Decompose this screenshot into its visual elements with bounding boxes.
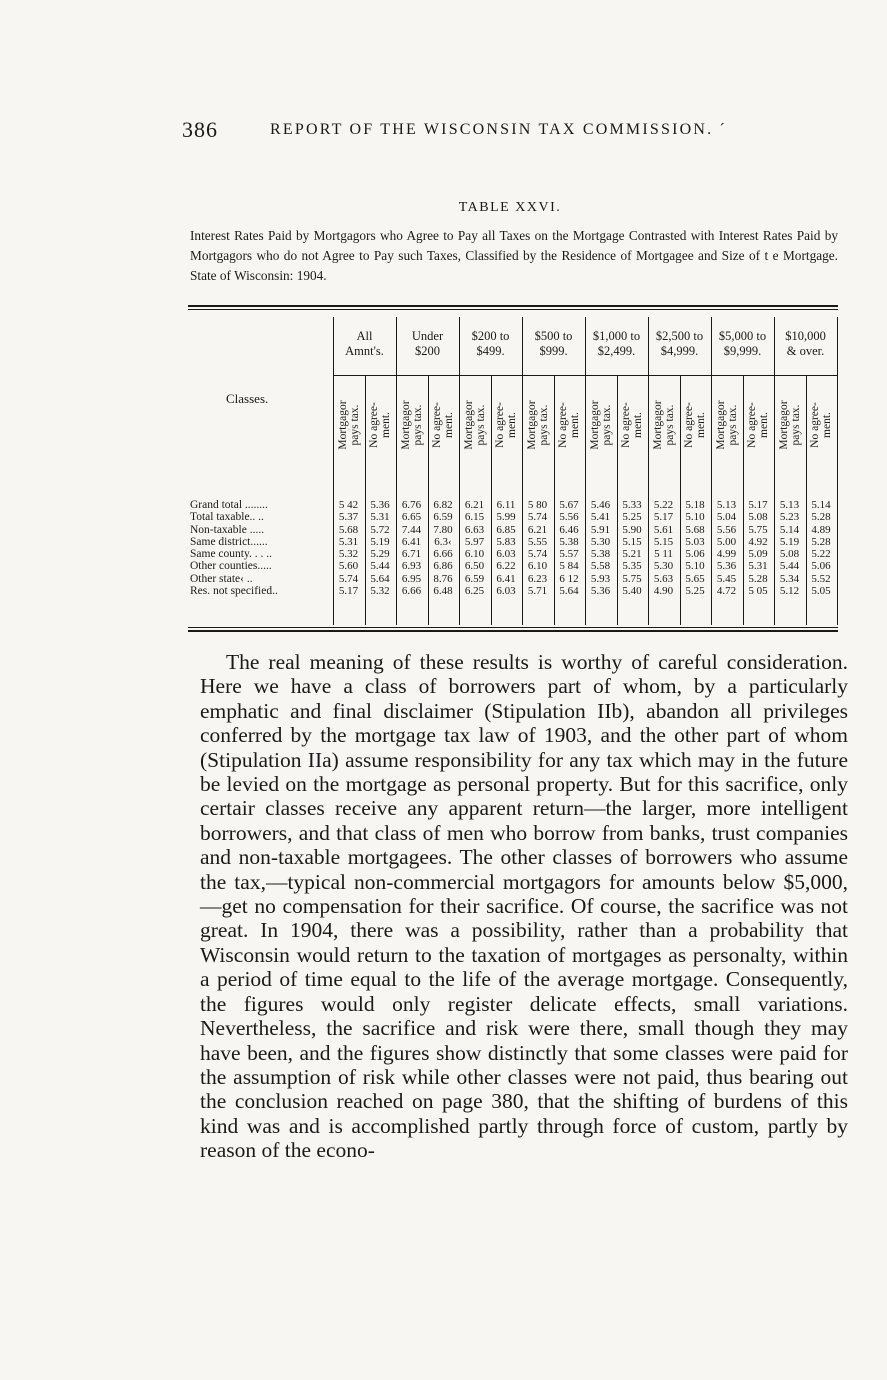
sub-header-line-1: Mortgagor	[777, 400, 790, 450]
sub-header-line-2: pays tax.	[726, 404, 739, 446]
table-cell: 6.03	[496, 585, 516, 598]
sub-column-header	[774, 379, 805, 471]
table-cell: 5.56	[716, 523, 737, 536]
table-cell: 6.03	[496, 548, 516, 561]
table-cell: 5.22	[653, 499, 674, 511]
column-group-header	[522, 329, 585, 359]
column-group-line-2: $200	[415, 344, 440, 358]
table-cell: 5.23	[779, 511, 800, 524]
column-group-line-1: All	[356, 329, 373, 343]
table-cell: 5.06	[811, 560, 831, 573]
table-row-label: Other state‹ ..	[190, 572, 253, 585]
data-column	[743, 499, 774, 597]
sub-column-header	[522, 379, 553, 471]
column-group-line-1: $10,000	[785, 329, 826, 343]
body-paragraph: The real meaning of these results is worthy of careful consideration. Here we have a class of borrowers part of whom, by a particularly emphatic and final disclaimer (Stipulation IIb), abandon all privileges conferred by the mortgage tax law of 1903, and the other part of whom (Stipulation IIa) assume responsibility for any tax which may in the future be levied on the mortgage as personal property. But for this sacrifice, only certair classes receive any apparent return—the larger, more intelligent borrowers, and that class of men who borrow from banks, trust companies and non-taxable mortgagees. The other classes of borrowers who assume the tax,—typical non-commercial mortgagors for amounts below $5,000,—get no compensation for their sacrifice. Of course, the sacrifice was not great. In 1904, there was a possibility, rather than a probability that Wisconsin would return to the taxation of mortgages as personalty, within a period of time equal to the life of the average mortgage. Consequently, the figures would only register delicate effects, small variations. Nevertheless, the sacrifice and risk were there, small though they may have been, and the figures show distinctly that some classes were paid for the assumption of risk while other classes were not paid, thus bearing out the conclusion reached on page 380, that the shifting of burdens of this kind was and is accomplished partly through force of custom, partly by reason of the econo-	[200, 650, 848, 1163]
table-cell: 5.72	[370, 523, 390, 536]
sub-column-header-text	[652, 379, 676, 471]
sub-column-header	[491, 379, 522, 471]
data-column	[459, 499, 490, 597]
column-separator	[491, 375, 492, 625]
table-cell: 5.36	[370, 499, 390, 511]
table-cell: 5.58	[590, 560, 611, 573]
table-cell: 5.61	[653, 523, 674, 536]
table-cell: 5.74	[527, 548, 548, 561]
column-separator	[365, 375, 366, 625]
data-column	[774, 499, 805, 597]
table-cell: 6.76	[401, 499, 422, 511]
column-separator	[428, 375, 429, 625]
column-group-line-1: $500 to	[534, 329, 573, 343]
sub-header-line-1: No agree-	[809, 402, 821, 448]
table-cell: 6.21	[527, 523, 548, 536]
sub-column-header	[428, 379, 459, 471]
table-cell: 5.06	[685, 548, 705, 561]
sub-column-header-text	[809, 379, 833, 471]
column-group-line-1: $2,500 to	[655, 329, 704, 343]
table-cell: 5.37	[338, 511, 359, 524]
table-cell: 6.95	[401, 572, 422, 585]
page-number: 386	[182, 117, 218, 142]
sub-column-header	[648, 379, 679, 471]
data-column	[491, 499, 522, 597]
sub-column-header-text	[337, 379, 361, 471]
column-group-line-1: $5,000 to	[718, 329, 767, 343]
table-cell: 8.76	[433, 572, 453, 585]
table-cell: 5.30	[653, 560, 674, 573]
table-cell: 5.08	[779, 548, 800, 561]
table-cell: 5.08	[748, 511, 768, 524]
table-cell: 6.22	[496, 560, 516, 573]
column-separator	[617, 375, 618, 625]
table-cell: 5.03	[685, 535, 705, 548]
sub-header-line-2: pays tax.	[789, 404, 802, 446]
table-cell: 5.34	[779, 572, 800, 585]
sub-header-line-2: ment.	[695, 412, 707, 438]
column-separator	[837, 317, 838, 625]
sub-column-header	[554, 379, 585, 471]
sub-header-line-2: pays tax.	[600, 404, 613, 446]
sub-header-line-2: ment.	[506, 412, 518, 438]
data-column	[333, 499, 364, 597]
table-cell: 5.35	[622, 560, 642, 573]
column-separator	[680, 375, 681, 625]
table-cell: 5.25	[685, 585, 705, 598]
table-cell: 5.15	[653, 535, 674, 548]
table-cell: 6.25	[464, 585, 485, 598]
column-separator	[396, 317, 397, 625]
sub-header-line-1: Mortgagor	[525, 400, 538, 450]
sub-header-line-2: pays tax.	[348, 404, 361, 446]
column-separator	[522, 317, 523, 625]
table-cell: 6.46	[559, 523, 579, 536]
sub-header-line-1: Mortgagor	[651, 400, 664, 450]
table-cell: 5.83	[496, 535, 516, 548]
column-separator	[743, 375, 744, 625]
data-column	[428, 499, 459, 597]
table-row-label: Total taxable.. ..	[190, 511, 264, 524]
table-cell: 5.28	[811, 511, 831, 524]
table-cell: 6.66	[401, 585, 422, 598]
table-cell: 5.05	[811, 585, 831, 598]
table-cell: 5.71	[527, 585, 548, 598]
table-cell: 5.75	[622, 572, 642, 585]
data-column	[617, 499, 648, 597]
column-group-header	[648, 329, 711, 359]
table-cell: 5.31	[338, 535, 359, 548]
table-cell: 4.92	[748, 535, 768, 548]
column-group-line-2: Amnt's.	[345, 344, 384, 358]
data-column	[522, 499, 553, 597]
table-row-label: Non-taxable .....	[190, 523, 265, 536]
table-cell: 6.3‹	[434, 535, 452, 548]
sub-column-header	[711, 379, 742, 471]
table-cell: 4.72	[716, 585, 737, 598]
column-separator	[806, 375, 807, 625]
table-cell: 6.66	[433, 548, 453, 561]
table-cell: 5.40	[622, 585, 642, 598]
table-cell: 5.29	[370, 548, 390, 561]
table-cell: 5.33	[622, 499, 642, 511]
table-cell: 6.15	[464, 511, 485, 524]
sub-header-line-1: Mortgagor	[714, 400, 727, 450]
table-cell: 6.50	[464, 560, 485, 573]
table-cell: 5.19	[779, 535, 800, 548]
sub-column-header-text	[557, 379, 581, 471]
table-cell: 6.41	[496, 572, 516, 585]
data-column	[585, 499, 616, 597]
interest-rate-table	[188, 305, 838, 635]
table-top-rule-thin	[188, 309, 838, 310]
sub-header-line-2: ment.	[821, 412, 833, 438]
sub-column-header-text	[526, 379, 550, 471]
sub-header-line-1: No agree-	[494, 402, 506, 448]
sub-column-header-text	[431, 379, 455, 471]
data-column	[554, 499, 585, 597]
table-cell: 6.21	[464, 499, 485, 511]
data-column	[806, 499, 837, 597]
table-cell: 5.28	[748, 572, 768, 585]
sub-header-line-1: Mortgagor	[336, 400, 349, 450]
column-group-line-2: $4,999.	[660, 344, 699, 358]
sub-column-header-text	[778, 379, 802, 471]
table-cell: 5.65	[685, 572, 705, 585]
table-cell: 5.19	[370, 535, 390, 548]
table-cell: 6.41	[401, 535, 422, 548]
column-group-line-1: $1,000 to	[592, 329, 641, 343]
table-cell: 5.67	[559, 499, 579, 511]
data-column	[365, 499, 396, 597]
column-group-line-1: $200 to	[471, 329, 510, 343]
sub-header-line-2: pays tax.	[411, 404, 424, 446]
column-group-line-2: $9,999.	[723, 344, 762, 358]
table-cell: 5.10	[685, 511, 705, 524]
sub-column-header-text	[746, 379, 770, 471]
table-cell: 5.22	[811, 548, 831, 561]
sub-header-line-2: ment.	[758, 412, 770, 438]
table-cell: 6 12	[559, 572, 579, 585]
table-bottom-rule	[188, 630, 838, 632]
table-cell: 5.45	[716, 572, 737, 585]
table-cell: 5.44	[779, 560, 800, 573]
sub-column-header-text	[368, 379, 392, 471]
table-cell: 5.31	[748, 560, 768, 573]
sub-column-header-text	[589, 379, 613, 471]
sub-column-header-text	[494, 379, 518, 471]
table-cell: 5 05	[748, 585, 768, 598]
sub-header-line-1: No agree-	[557, 402, 569, 448]
table-cell: 6.63	[464, 523, 485, 536]
data-column	[680, 499, 711, 597]
table-cell: 5.74	[527, 511, 548, 524]
sub-column-header	[806, 379, 837, 471]
table-cell: 6.85	[496, 523, 516, 536]
table-cell: 6.65	[401, 511, 422, 524]
table-cell: 5.13	[779, 499, 800, 511]
running-head: REPORT OF THE WISCONSIN TAX COMMISSION. ´	[270, 121, 728, 138]
table-cell: 5.90	[622, 523, 642, 536]
table-cell: 4.89	[811, 523, 831, 536]
table-cell: 5.17	[653, 511, 674, 524]
sub-header-line-1: Mortgagor	[462, 400, 475, 450]
column-group-header	[459, 329, 522, 359]
table-cell: 5.10	[685, 560, 705, 573]
sub-column-header-text	[683, 379, 707, 471]
table-cell: 6.93	[401, 560, 422, 573]
table-cell: 5.44	[370, 560, 390, 573]
sub-header-line-2: pays tax.	[663, 404, 676, 446]
table-cell: 5.60	[338, 560, 359, 573]
sub-header-line-2: pays tax.	[474, 404, 487, 446]
table-row-label: Same county. . . ..	[190, 548, 272, 561]
sub-column-header-text	[463, 379, 487, 471]
table-cell: 6.59	[433, 511, 453, 524]
sub-header-line-1: No agree-	[431, 402, 443, 448]
table-cell: 5.31	[370, 511, 390, 524]
table-cell: 5.64	[370, 572, 390, 585]
table-row-label: Grand total ........	[190, 499, 268, 511]
column-group-header	[774, 329, 837, 359]
sub-column-header	[396, 379, 427, 471]
table-caption: Interest Rates Paid by Mortgagors who Agree to Pay all Taxes on the Mortgage Contrasted with Interest Rates Paid by Mortgagors who do not Agree to Pay such Taxes, Classified by the Residence of Mortgagee and Size of t e Mortgage. State of Wisconsin: 1904.	[190, 228, 838, 283]
table-cell: 5.17	[338, 585, 359, 598]
sub-column-header	[743, 379, 774, 471]
table-cell: 5.56	[559, 511, 579, 524]
table-cell: 5 80	[527, 499, 548, 511]
sub-header-line-2: ment.	[632, 412, 644, 438]
sub-header-line-1: No agree-	[620, 402, 632, 448]
table-cell: 5.14	[779, 523, 800, 536]
table-cell: 5.99	[496, 511, 516, 524]
table-cell: 4.90	[653, 585, 674, 598]
table-cell: 5.93	[590, 572, 611, 585]
table-cell: 6.23	[527, 572, 548, 585]
sub-column-header	[333, 379, 364, 471]
column-group-header	[585, 329, 648, 359]
column-group-line-1: Under	[411, 329, 444, 343]
table-cell: 5.21	[622, 548, 642, 561]
table-cell: 5.13	[716, 499, 737, 511]
table-row-label: Res. not specified..	[190, 585, 278, 598]
table-cell: 6.59	[464, 572, 485, 585]
column-separator	[648, 317, 649, 625]
table-cell: 5.12	[779, 585, 800, 598]
table-row-label: Same district......	[190, 535, 268, 548]
table-cell: 7.80	[433, 523, 453, 536]
body-text	[200, 650, 848, 1163]
table-cell: 7.44	[401, 523, 422, 536]
sub-header-line-2: ment.	[443, 412, 455, 438]
column-group-line-2: $499.	[476, 344, 505, 358]
column-group-header	[396, 329, 459, 359]
sub-header-line-1: No agree-	[746, 402, 758, 448]
table-cell: 5.38	[590, 548, 611, 561]
table-cell: 5.04	[716, 511, 737, 524]
column-separator	[554, 375, 555, 625]
table-cell: 6.10	[464, 548, 485, 561]
column-group-header	[333, 329, 396, 359]
sub-column-header-text	[400, 379, 424, 471]
column-group-line-2: $999.	[539, 344, 568, 358]
table-cell: 5.28	[811, 535, 831, 548]
column-group-line-2: & over.	[786, 344, 825, 358]
table-top-rule	[188, 305, 838, 307]
sub-header-line-2: ment.	[569, 412, 581, 438]
table-cell: 5.15	[622, 535, 642, 548]
data-column	[396, 499, 427, 597]
column-group-line-2: $2,499.	[597, 344, 636, 358]
table-cell: 6.10	[527, 560, 548, 573]
table-cell: 5.52	[811, 572, 831, 585]
table-cell: 6.86	[433, 560, 453, 573]
table-cell: 5.18	[685, 499, 705, 511]
sub-column-header	[680, 379, 711, 471]
table-cell: 5.75	[748, 523, 768, 536]
column-separator	[774, 317, 775, 625]
sub-header-line-1: Mortgagor	[399, 400, 412, 450]
table-cell: 5 84	[559, 560, 579, 573]
table-cell: 5.32	[370, 585, 390, 598]
table-cell: 4.99	[716, 548, 737, 561]
column-separator	[585, 317, 586, 625]
sub-header-line-2: ment.	[380, 412, 392, 438]
table-cell: 6.71	[401, 548, 422, 561]
table-bottom-rule-thin	[188, 627, 838, 628]
table-row-label: Other counties.....	[190, 560, 272, 573]
row-labels	[190, 499, 332, 597]
sub-column-header	[365, 379, 396, 471]
table-cell: 5.38	[559, 535, 579, 548]
table-cell: 6.11	[496, 499, 516, 511]
table-cell: 5.55	[527, 535, 548, 548]
sub-column-header-text	[715, 379, 739, 471]
table-cell: 5 11	[654, 548, 673, 561]
table-cell: 5.36	[590, 585, 611, 598]
table-cell: 6.82	[433, 499, 453, 511]
table-cell: 5.68	[338, 523, 359, 536]
table-cell: 5.25	[622, 511, 642, 524]
table-cell: 5.74	[338, 572, 359, 585]
table-cell: 5.46	[590, 499, 611, 511]
column-separator	[333, 317, 334, 625]
column-group-header	[711, 329, 774, 359]
table-cell: 5.30	[590, 535, 611, 548]
sub-header-line-2: pays tax.	[537, 404, 550, 446]
table-cell: 5.00	[716, 535, 737, 548]
page-header	[182, 117, 842, 147]
data-column	[648, 499, 679, 597]
table-cell: 5.14	[811, 499, 831, 511]
sub-column-header	[459, 379, 490, 471]
table-cell: 5.17	[748, 499, 768, 511]
table-cell: 5.57	[559, 548, 579, 561]
column-separator	[459, 317, 460, 625]
classes-column-header: Classes.	[226, 391, 269, 406]
sub-header-line-1: Mortgagor	[588, 400, 601, 450]
table-cell: 5.09	[748, 548, 768, 561]
table-cell: 5.41	[590, 511, 611, 524]
sub-column-header-text	[620, 379, 644, 471]
data-column	[711, 499, 742, 597]
sub-header-line-1: No agree-	[368, 402, 380, 448]
sub-column-header	[585, 379, 616, 471]
table-cell: 5 42	[338, 499, 359, 511]
table-cell: 5.32	[338, 548, 359, 561]
table-cell: 5.64	[559, 585, 579, 598]
table-cell: 5.36	[716, 560, 737, 573]
table-title: TABLE XXVI.	[458, 200, 562, 215]
table-cell: 5.68	[685, 523, 705, 536]
group-header-underline	[333, 375, 837, 376]
table-cell: 5.91	[590, 523, 611, 536]
table-cell: 5.63	[653, 572, 674, 585]
sub-header-line-1: No agree-	[683, 402, 695, 448]
column-separator	[711, 317, 712, 625]
table-cell: 6.48	[433, 585, 453, 598]
table-cell: 5.97	[464, 535, 485, 548]
sub-column-header	[617, 379, 648, 471]
